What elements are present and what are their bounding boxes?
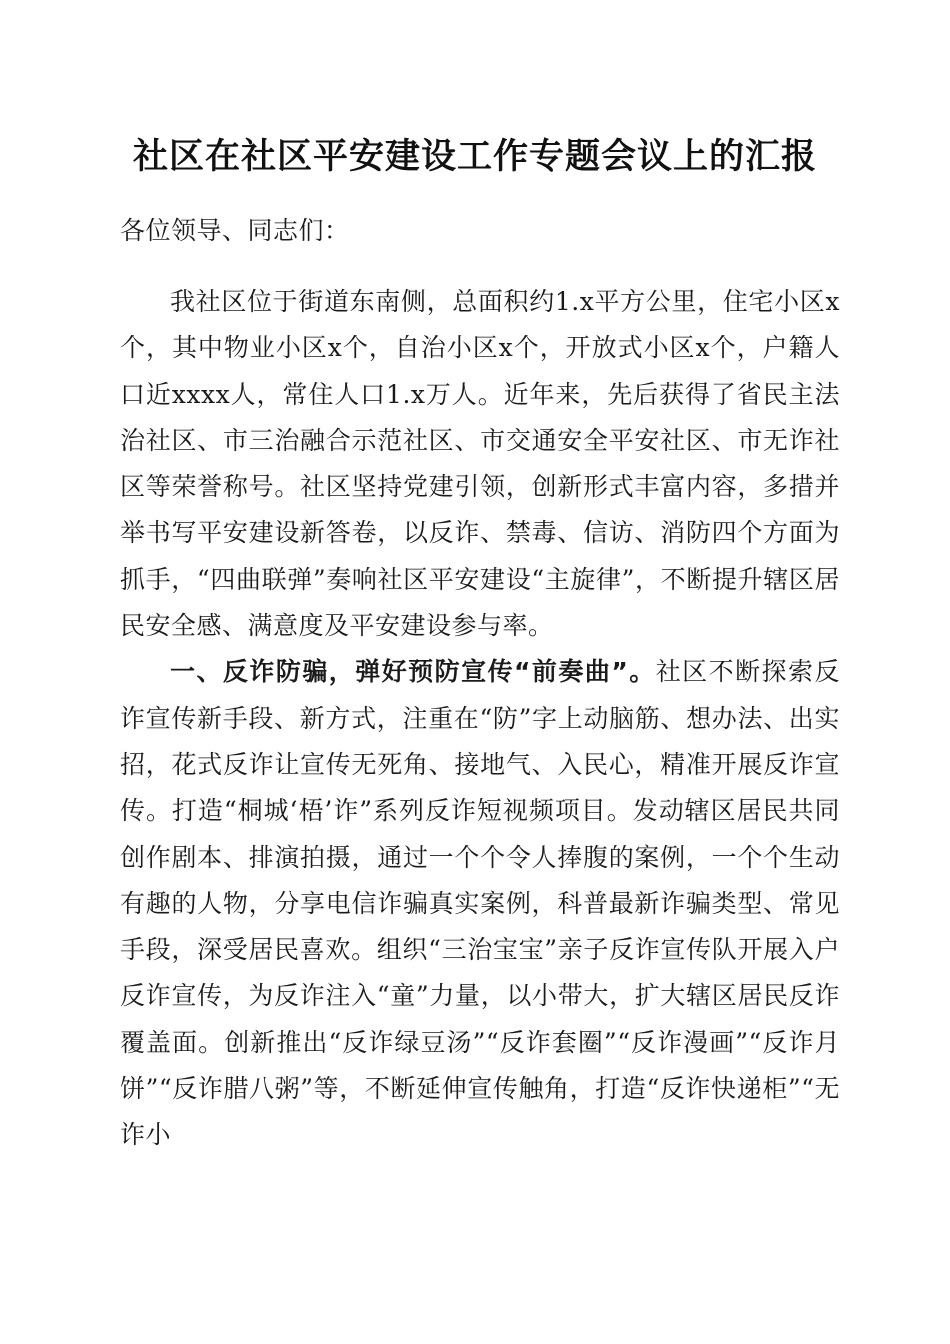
greeting: 各位领导、同志们： bbox=[120, 216, 350, 245]
document-title: 社区在社区平安建设工作专题会议上的汇报 bbox=[132, 136, 817, 177]
document-body bbox=[120, 279, 840, 1159]
intro-paragraph: 我社区位于街道东南侧，总面积约1.x平方公里，住宅小区x个，其中物业小区x个，自治小区x个，开放式小区x个，户籍人口近xxxx人，常住人口1.x万人。近年来，先后获得了省民主法治社区、市三治融合示范社区、市交通安全平安社区、市无诈社区等荣誉称号。社区坚持党建引领，创新形式丰富内容，多措并举书写平安建设新答卷，以反诈、禁毒、信访、消防四个方面为抓手，“四曲联弹”奏响社区平安建设“主旋律”，不断提升辖区居民安全感、满意度及平安建设参与率。 bbox=[120, 287, 840, 641]
section-1-heading: 一、反诈防骗，弹好预防宣传“前奏曲”。 bbox=[170, 657, 656, 687]
section-1-body: 社区不断探索反诈宣传新手段、新方式，注重在“防”字上动脑筋、想办法、出实招，花式反诈让宣传无死角、接地气、入民心，精准开展反诈宣传。打造“桐城‘梧’诈”系列反诈短视频项目。发动辖区居民共同创作剧本、排演拍摄，通过一个个令人捧腹的案例，一个个生动有趣的人物，分享电信诈骗真实案例，科普最新诈骗类型、常见手段，深受居民喜欢。组织“三治宝宝”亲子反诈宣传队开展入户反诈宣传，为反诈注入“童”力量，以小带大，扩大辖区居民反诈覆盖面。创新推出“反诈绿豆汤”“反诈套圈”“反诈漫画”“反诈月饼”“反诈腊八粥”等，不断延伸宣传触角，打造“反诈快递柜”“无诈小 bbox=[120, 657, 840, 1150]
section-1-paragraph bbox=[120, 649, 840, 1158]
